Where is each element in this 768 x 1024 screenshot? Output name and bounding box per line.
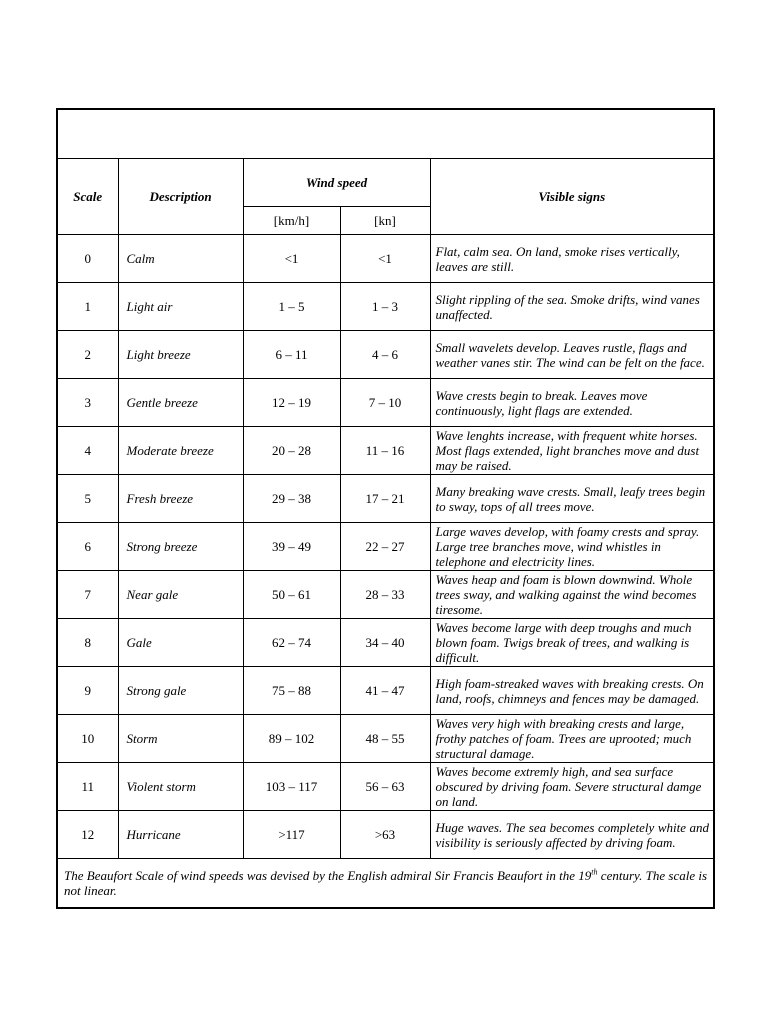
table-row bbox=[57, 475, 714, 523]
header-description: Description bbox=[118, 159, 243, 235]
wind-kmh-cell: 75 – 88 bbox=[243, 667, 340, 715]
wind-kmh-cell: 29 – 38 bbox=[243, 475, 340, 523]
wind-kmh-cell: 39 – 49 bbox=[243, 523, 340, 571]
table-title bbox=[57, 109, 714, 159]
footnote bbox=[57, 859, 714, 909]
table-row bbox=[57, 667, 714, 715]
visible-signs-cell: Slight rippling of the sea. Smoke drifts, wind vanes unaffected. bbox=[430, 283, 714, 331]
table-row bbox=[57, 283, 714, 331]
scale-cell: 5 bbox=[57, 475, 118, 523]
description-cell: Violent storm bbox=[118, 763, 243, 811]
table-row bbox=[57, 427, 714, 475]
table-row bbox=[57, 619, 714, 667]
header-scale: Scale bbox=[57, 159, 118, 235]
header-row bbox=[57, 159, 714, 207]
scale-cell: 11 bbox=[57, 763, 118, 811]
scale-cell: 1 bbox=[57, 283, 118, 331]
wind-kmh-cell: <1 bbox=[243, 235, 340, 283]
visible-signs-cell: Large waves develop, with foamy crests and spray. Large tree branches move, wind whistles in telephone and electricity lines. bbox=[430, 523, 714, 571]
scale-cell: 6 bbox=[57, 523, 118, 571]
table-body bbox=[57, 109, 714, 908]
description-cell: Strong breeze bbox=[118, 523, 243, 571]
wind-kmh-cell: 89 – 102 bbox=[243, 715, 340, 763]
header-wind-speed: Wind speed bbox=[243, 159, 430, 207]
wind-kn-cell: >63 bbox=[340, 811, 430, 859]
description-cell: Hurricane bbox=[118, 811, 243, 859]
visible-signs-cell: Waves heap and foam is blown downwind. Whole trees sway, and walking against the wind becomes tiresome. bbox=[430, 571, 714, 619]
wind-kmh-cell: 103 – 117 bbox=[243, 763, 340, 811]
visible-signs-cell: Wave crests begin to break. Leaves move continuously, light flags are extended. bbox=[430, 379, 714, 427]
wind-kn-cell: 28 – 33 bbox=[340, 571, 430, 619]
wind-kn-cell: 7 – 10 bbox=[340, 379, 430, 427]
footnote-text-start: The Beaufort Scale of wind speeds was devised by the English admiral Sir Francis Beaufort in the 19 bbox=[64, 868, 592, 883]
wind-kmh-cell: >117 bbox=[243, 811, 340, 859]
table-row bbox=[57, 763, 714, 811]
wind-kn-cell: 41 – 47 bbox=[340, 667, 430, 715]
description-cell: Moderate breeze bbox=[118, 427, 243, 475]
header-unit-kmh: [km/h] bbox=[243, 207, 340, 235]
visible-signs-cell: Wave lenghts increase, with frequent white horses. Most flags extended, light branches move and dust may be raised. bbox=[430, 427, 714, 475]
beaufort-scale-table bbox=[56, 108, 715, 909]
wind-kn-cell: 48 – 55 bbox=[340, 715, 430, 763]
visible-signs-cell: Waves become extremly high, and sea surface obscured by driving foam. Severe structural damge on land. bbox=[430, 763, 714, 811]
wind-kn-cell: 1 – 3 bbox=[340, 283, 430, 331]
description-cell: Fresh breeze bbox=[118, 475, 243, 523]
wind-kn-cell: 22 – 27 bbox=[340, 523, 430, 571]
visible-signs-cell: Small wavelets develop. Leaves rustle, flags and weather vanes stir. The wind can be felt on the face. bbox=[430, 331, 714, 379]
scale-cell: 4 bbox=[57, 427, 118, 475]
description-cell: Calm bbox=[118, 235, 243, 283]
wind-kn-cell: 11 – 16 bbox=[340, 427, 430, 475]
visible-signs-cell: Waves very high with breaking crests and large, frothy patches of foam. Trees are uprooted; much structural damage. bbox=[430, 715, 714, 763]
header-unit-kn: [kn] bbox=[340, 207, 430, 235]
footnote-superscript: th bbox=[591, 867, 598, 877]
table-row bbox=[57, 235, 714, 283]
scale-cell: 8 bbox=[57, 619, 118, 667]
description-cell: Storm bbox=[118, 715, 243, 763]
scale-cell: 7 bbox=[57, 571, 118, 619]
table-row bbox=[57, 715, 714, 763]
wind-kmh-cell: 6 – 11 bbox=[243, 331, 340, 379]
scale-cell: 9 bbox=[57, 667, 118, 715]
footnote-text-end: century. The scale is not linear. bbox=[64, 868, 708, 898]
description-cell: Strong gale bbox=[118, 667, 243, 715]
wind-kmh-cell: 20 – 28 bbox=[243, 427, 340, 475]
visible-signs-cell: Many breaking wave crests. Small, leafy trees begin to sway, tops of all trees move. bbox=[430, 475, 714, 523]
scale-cell: 2 bbox=[57, 331, 118, 379]
description-cell: Gentle breeze bbox=[118, 379, 243, 427]
wind-kn-cell: 4 – 6 bbox=[340, 331, 430, 379]
footnote-row bbox=[57, 859, 714, 909]
wind-kmh-cell: 50 – 61 bbox=[243, 571, 340, 619]
table-title-row bbox=[57, 109, 714, 159]
description-cell: Light air bbox=[118, 283, 243, 331]
table-row bbox=[57, 523, 714, 571]
visible-signs-cell: High foam-streaked waves with breaking crests. On land, roofs, chimneys and fences may be damaged. bbox=[430, 667, 714, 715]
visible-signs-cell: Huge waves. The sea becomes completely white and visibility is seriously affected by driving foam. bbox=[430, 811, 714, 859]
header-visible-signs: Visible signs bbox=[430, 159, 714, 235]
wind-kmh-cell: 1 – 5 bbox=[243, 283, 340, 331]
wind-kmh-cell: 12 – 19 bbox=[243, 379, 340, 427]
table-row bbox=[57, 379, 714, 427]
description-cell: Light breeze bbox=[118, 331, 243, 379]
wind-kn-cell: 34 – 40 bbox=[340, 619, 430, 667]
scale-cell: 0 bbox=[57, 235, 118, 283]
wind-kmh-cell: 62 – 74 bbox=[243, 619, 340, 667]
table-row bbox=[57, 811, 714, 859]
scale-cell: 12 bbox=[57, 811, 118, 859]
table-row bbox=[57, 331, 714, 379]
table-row bbox=[57, 571, 714, 619]
wind-kn-cell: 17 – 21 bbox=[340, 475, 430, 523]
scale-cell: 3 bbox=[57, 379, 118, 427]
description-cell: Gale bbox=[118, 619, 243, 667]
visible-signs-cell: Waves become large with deep troughs and much blown foam. Twigs break of trees, and walking is difficult. bbox=[430, 619, 714, 667]
visible-signs-cell: Flat, calm sea. On land, smoke rises vertically, leaves are still. bbox=[430, 235, 714, 283]
description-cell: Near gale bbox=[118, 571, 243, 619]
wind-kn-cell: <1 bbox=[340, 235, 430, 283]
scale-cell: 10 bbox=[57, 715, 118, 763]
wind-kn-cell: 56 – 63 bbox=[340, 763, 430, 811]
